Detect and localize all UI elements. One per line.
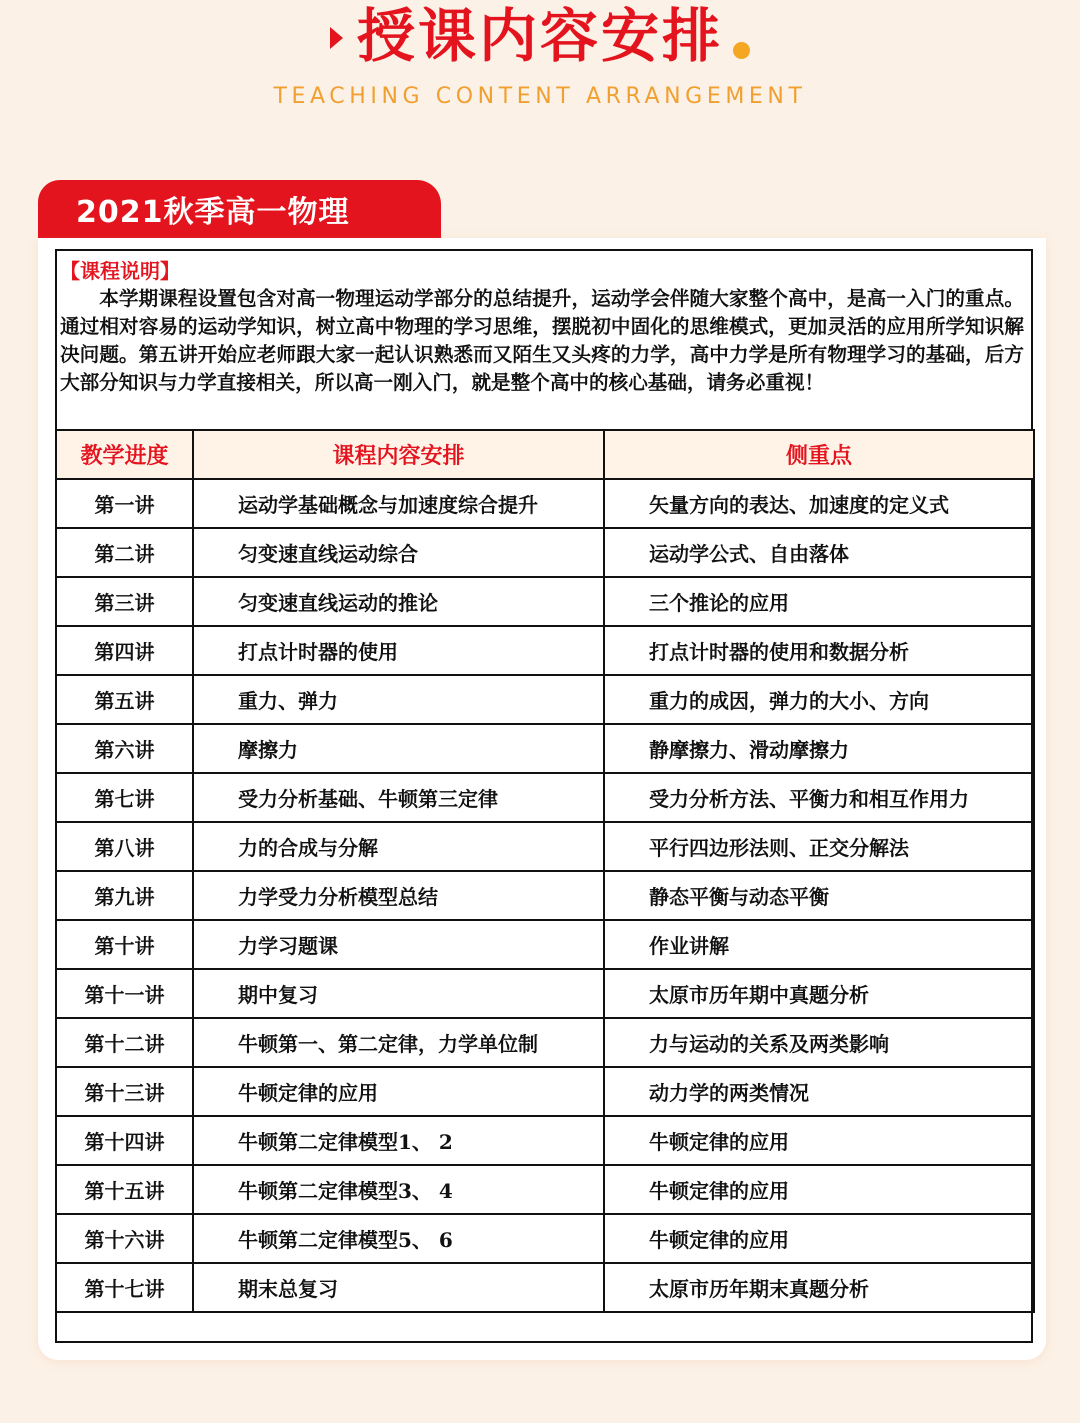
focus-cell: 动力学的两类情况 xyxy=(604,1067,1034,1116)
lecture-cell: 第八讲 xyxy=(56,822,193,871)
page-title: 授课内容安排 xyxy=(356,2,723,70)
course-tab xyxy=(38,180,441,238)
table-row xyxy=(56,479,1034,528)
header-lecture: 教学进度 xyxy=(56,430,193,479)
focus-cell: 作业讲解 xyxy=(604,920,1034,969)
focus-cell: 牛顿定律的应用 xyxy=(604,1165,1034,1214)
lecture-cell: 第十五讲 xyxy=(56,1165,193,1214)
content-cell: 运动学基础概念与加速度综合提升 xyxy=(193,479,604,528)
lecture-cell: 第十二讲 xyxy=(56,1018,193,1067)
intro-body: 本学期课程设置包含对高一物理运动学部分的总结提升，运动学会伴随大家整个高中，是高一入门的重点。通过相对容易的运动学知识，树立高中物理的学习思维，摆脱初中固化的思维模式，更加灵活的应用所学知识解决问题。第五讲开始应老师跟大家一起认识熟悉而又陌生又头疼的力学，高中力学是所有物理学习的基础，后方大部分知识与力学直接相关，所以高一刚入门，就是整个高中的核心基础，请务必重视！ xyxy=(60,287,1024,394)
page-header xyxy=(0,0,1080,120)
title-row xyxy=(0,0,1080,72)
content-cell: 力学受力分析模型总结 xyxy=(193,871,604,920)
lecture-cell: 第五讲 xyxy=(56,675,193,724)
content-cell: 力学习题课 xyxy=(193,920,604,969)
focus-cell: 力与运动的关系及两类影响 xyxy=(604,1018,1034,1067)
content-cell: 期中复习 xyxy=(193,969,604,1018)
lecture-cell: 第十七讲 xyxy=(56,1263,193,1312)
lecture-cell: 第十一讲 xyxy=(56,969,193,1018)
focus-cell: 重力的成因，弹力的大小、方向 xyxy=(604,675,1034,724)
course-intro xyxy=(60,257,1024,397)
focus-cell: 矢量方向的表达、加速度的定义式 xyxy=(604,479,1034,528)
content-cell: 摩擦力 xyxy=(193,724,604,773)
content-cell: 牛顿第一、第二定律，力学单位制 xyxy=(193,1018,604,1067)
content-cell: 匀变速直线运动综合 xyxy=(193,528,604,577)
content-cell: 牛顿第二定律模型3、 4 xyxy=(193,1165,604,1214)
table-row xyxy=(56,626,1034,675)
content-cell: 受力分析基础、牛顿第三定律 xyxy=(193,773,604,822)
table-row xyxy=(56,1214,1034,1263)
table-row xyxy=(56,871,1034,920)
course-tab-label: 2021秋季高一物理 xyxy=(76,195,350,230)
table-row xyxy=(56,773,1034,822)
table-row xyxy=(56,724,1034,773)
lecture-cell: 第十讲 xyxy=(56,920,193,969)
table-row xyxy=(56,577,1034,626)
lecture-cell: 第十六讲 xyxy=(56,1214,193,1263)
table-row xyxy=(56,1018,1034,1067)
focus-cell: 运动学公式、自由落体 xyxy=(604,528,1034,577)
title-arrow-icon xyxy=(330,27,343,49)
table-row xyxy=(56,969,1034,1018)
content-cell: 匀变速直线运动的推论 xyxy=(193,577,604,626)
focus-cell: 打点计时器的使用和数据分析 xyxy=(604,626,1034,675)
title-dot-icon xyxy=(733,42,750,59)
focus-cell: 牛顿定律的应用 xyxy=(604,1214,1034,1263)
lecture-cell: 第三讲 xyxy=(56,577,193,626)
focus-cell: 受力分析方法、平衡力和相互作用力 xyxy=(604,773,1034,822)
focus-cell: 静摩擦力、滑动摩擦力 xyxy=(604,724,1034,773)
course-document xyxy=(55,249,1033,1343)
table-header-row xyxy=(56,430,1034,479)
content-cell: 力的合成与分解 xyxy=(193,822,604,871)
focus-cell: 三个推论的应用 xyxy=(604,577,1034,626)
focus-cell: 静态平衡与动态平衡 xyxy=(604,871,1034,920)
table-row xyxy=(56,822,1034,871)
lecture-cell: 第一讲 xyxy=(56,479,193,528)
table-body xyxy=(56,479,1034,1312)
content-cell: 牛顿第二定律模型1、 2 xyxy=(193,1116,604,1165)
table-row xyxy=(56,1116,1034,1165)
lecture-cell: 第七讲 xyxy=(56,773,193,822)
focus-cell: 太原市历年期中真题分析 xyxy=(604,969,1034,1018)
lecture-cell: 第四讲 xyxy=(56,626,193,675)
focus-cell: 牛顿定律的应用 xyxy=(604,1116,1034,1165)
content-cell: 期末总复习 xyxy=(193,1263,604,1312)
lecture-cell: 第六讲 xyxy=(56,724,193,773)
header-content: 课程内容安排 xyxy=(193,430,604,479)
table-row xyxy=(56,1165,1034,1214)
lecture-cell: 第二讲 xyxy=(56,528,193,577)
lecture-cell: 第九讲 xyxy=(56,871,193,920)
lecture-cell: 第十四讲 xyxy=(56,1116,193,1165)
table-row xyxy=(56,528,1034,577)
header-focus: 侧重点 xyxy=(604,430,1034,479)
intro-heading: 【课程说明】 xyxy=(60,259,180,283)
lecture-cell: 第十三讲 xyxy=(56,1067,193,1116)
focus-cell: 平行四边形法则、正交分解法 xyxy=(604,822,1034,871)
table-row xyxy=(56,1263,1034,1312)
table-row xyxy=(56,1067,1034,1116)
content-cell: 牛顿第二定律模型5、 6 xyxy=(193,1214,604,1263)
content-cell: 重力、弹力 xyxy=(193,675,604,724)
page-subtitle: TEACHING CONTENT ARRANGEMENT xyxy=(273,84,807,109)
table-row xyxy=(56,920,1034,969)
content-cell: 打点计时器的使用 xyxy=(193,626,604,675)
focus-cell: 太原市历年期末真题分析 xyxy=(604,1263,1034,1312)
content-cell: 牛顿定律的应用 xyxy=(193,1067,604,1116)
table-row xyxy=(56,675,1034,724)
schedule-table xyxy=(55,429,1035,1313)
